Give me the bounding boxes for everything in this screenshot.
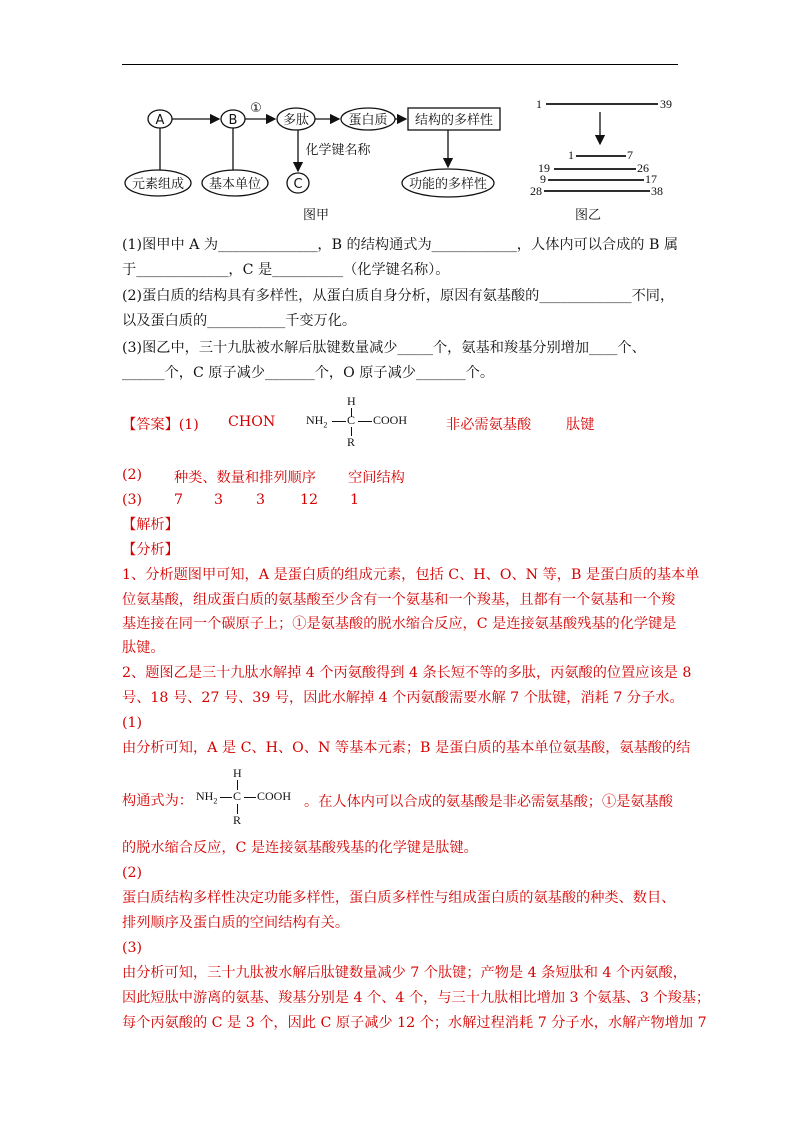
section-3-line-2: 因此短肽中游离的氨基、羧基分别是 4 个、4 个，与三十九肽相比增加 3 个氨基、3 个羧基； xyxy=(122,990,711,1006)
formula-c: C xyxy=(233,789,242,803)
label-1b: 1 xyxy=(568,148,574,162)
analysis-p1-line-1: 1、分析题图甲可知，A 是蛋白质的组成元素，包括 C、H、O、N 等，B 是蛋白质的基本单 xyxy=(122,567,700,583)
node-peptide-label: 多肽 xyxy=(282,113,310,128)
label-17: 17 xyxy=(645,172,657,186)
question-3-line-2: ______个，C 原子减少_______个，O 原子减少_______个。 xyxy=(122,365,495,381)
formula-r: R xyxy=(347,435,356,449)
analysis-p1-line-2: 位氨基酸，组成蛋白质的氨基酸至少含有一个氨基和一个羧基，且都有一个氨基和一个羧 xyxy=(122,592,676,608)
header-rule xyxy=(122,64,678,65)
formula-h: H xyxy=(233,766,242,780)
answer-1-elements: CHON xyxy=(228,414,276,430)
analysis-p2-line-1: 2、题图乙是三十九肽水解掉 4 个丙氨酸得到 4 条长短不等的多肽，丙氨酸的位置应该是 8 xyxy=(122,665,692,681)
analysis-p1-line-4: 肽键。 xyxy=(122,640,165,656)
question-2-line-1: (2)蛋白质的结构具有多样性，从蛋白质自身分析，原因有氨基酸的_____________不同， xyxy=(122,288,675,304)
question-2-line-2: 以及蛋白质的___________千变万化。 xyxy=(122,313,357,329)
section-1-label: (1) xyxy=(122,715,143,731)
node-b-label: B xyxy=(228,113,238,128)
formula-c: C xyxy=(347,413,356,427)
answer-3-value: 1 xyxy=(350,492,360,508)
answer-3-value: 12 xyxy=(300,492,319,508)
node-a-label: A xyxy=(155,113,165,128)
answer-3-value: 3 xyxy=(214,492,224,508)
formula-nh2: $NH_2$ xyxy=(306,413,328,430)
section-3-line-3: 每个丙氨酸的 C 是 3 个，因此 C 原子减少 12 个；水解过程消耗 7 分子水，水解产物增加 7 xyxy=(122,1015,707,1031)
node-protein-label: 蛋白质 xyxy=(348,113,388,128)
figure-jia-diagram xyxy=(118,92,518,204)
figure-jia-caption: 图甲 xyxy=(303,208,330,223)
answer-3-label: (3) xyxy=(122,492,143,508)
section-1-line-2b: 。在人体内可以合成的氨基酸是非必需氨基酸；①是氨基酸 xyxy=(304,794,673,810)
question-1-line-2: 于_____________，C 是__________（化学键名称）。 xyxy=(122,262,450,278)
formula-h: H xyxy=(347,394,356,408)
analysis-p2-line-2: 号、18 号、27 号、39 号，因此水解掉 4 个丙氨酸需要水解 7 个肽键，消耗 7 分子水。 xyxy=(122,690,684,706)
section-3-label: (3) xyxy=(122,940,143,956)
jiexi-heading: 【解析】 xyxy=(122,517,179,533)
figure-yi-diagram xyxy=(530,92,680,202)
label-26: 26 xyxy=(637,161,649,175)
node-function-label: 功能的多样性 xyxy=(408,177,488,192)
label-39: 39 xyxy=(660,97,672,111)
node-structure-label: 结构的多样性 xyxy=(414,113,494,128)
label-19: 19 xyxy=(538,161,550,175)
section-1-line-1: 由分析可知，A 是 C、H、O、N 等基本元素；B 是蛋白质的基本单位氨基酸，氨基酸的结 xyxy=(122,740,691,756)
answer-3-value: 7 xyxy=(174,492,184,508)
figure-yi-caption: 图乙 xyxy=(575,208,602,223)
question-1-line-1: (1)图甲中 A 为______________，B 的结构通式为____________，人体内可以合成的 B 属 xyxy=(122,237,679,253)
amino-acid-formula-answer xyxy=(306,394,416,452)
section-1-line-3: 的脱水缩合反应，C 是连接氨基酸残基的化学键是肽键。 xyxy=(122,840,478,856)
node-c-label: C xyxy=(293,177,303,192)
formula-nh2: $NH_2$ xyxy=(196,789,218,806)
analysis-p1-line-3: 基连接在同一个碳原子上；①是氨基酸的脱水缩合反应，C 是连接氨基酸残基的化学键是 xyxy=(122,616,677,632)
answer-label: 【答案】(1) xyxy=(122,417,199,433)
label-38: 38 xyxy=(651,184,663,198)
answer-1-nonessential: 非必需氨基酸 xyxy=(446,417,532,433)
label-9: 9 xyxy=(540,172,546,186)
answer-2-b: 空间结构 xyxy=(348,470,405,486)
answer-2-label: (2) xyxy=(122,467,143,483)
circled-one-label: ① xyxy=(250,101,262,116)
section-2-line-1: 蛋白质结构多样性决定功能多样性，蛋白质多样性与组成蛋白质的氨基酸的种类、数目、 xyxy=(122,890,676,906)
formula-r: R xyxy=(233,813,242,827)
section-3-line-1: 由分析可知，三十九肽被水解后肽键数量减少 7 个肽键；产物是 4 条短肽和 4 个丙氨酸， xyxy=(122,965,687,981)
bond-name-label: 化学键名称 xyxy=(305,143,371,158)
section-2-label: (2) xyxy=(122,865,143,881)
fenxi-heading: 【分析】 xyxy=(122,542,179,558)
amino-acid-formula-analysis xyxy=(196,766,306,828)
section-1-line-2a: 构通式为： xyxy=(122,793,193,809)
answer-3-value: 3 xyxy=(256,492,266,508)
label-28: 28 xyxy=(530,184,542,198)
answer-1-bond: 肽键 xyxy=(566,417,595,433)
answer-2-a: 种类、数量和排列顺序 xyxy=(174,470,316,486)
node-elements-label: 元素组成 xyxy=(131,177,185,192)
question-3-line-1: (3)图乙中，三十九肽被水解后肽键数量减少_____个，氨基和羧基分别增加____个、 xyxy=(122,340,646,356)
formula-cooh: COOH xyxy=(257,789,292,803)
label-7: 7 xyxy=(627,148,633,162)
section-2-line-2: 排列顺序及蛋白质的空间结构有关。 xyxy=(122,915,350,931)
label-1: 1 xyxy=(536,97,542,111)
formula-cooh: COOH xyxy=(373,413,408,427)
node-basic-unit-label: 基本单位 xyxy=(208,177,262,192)
